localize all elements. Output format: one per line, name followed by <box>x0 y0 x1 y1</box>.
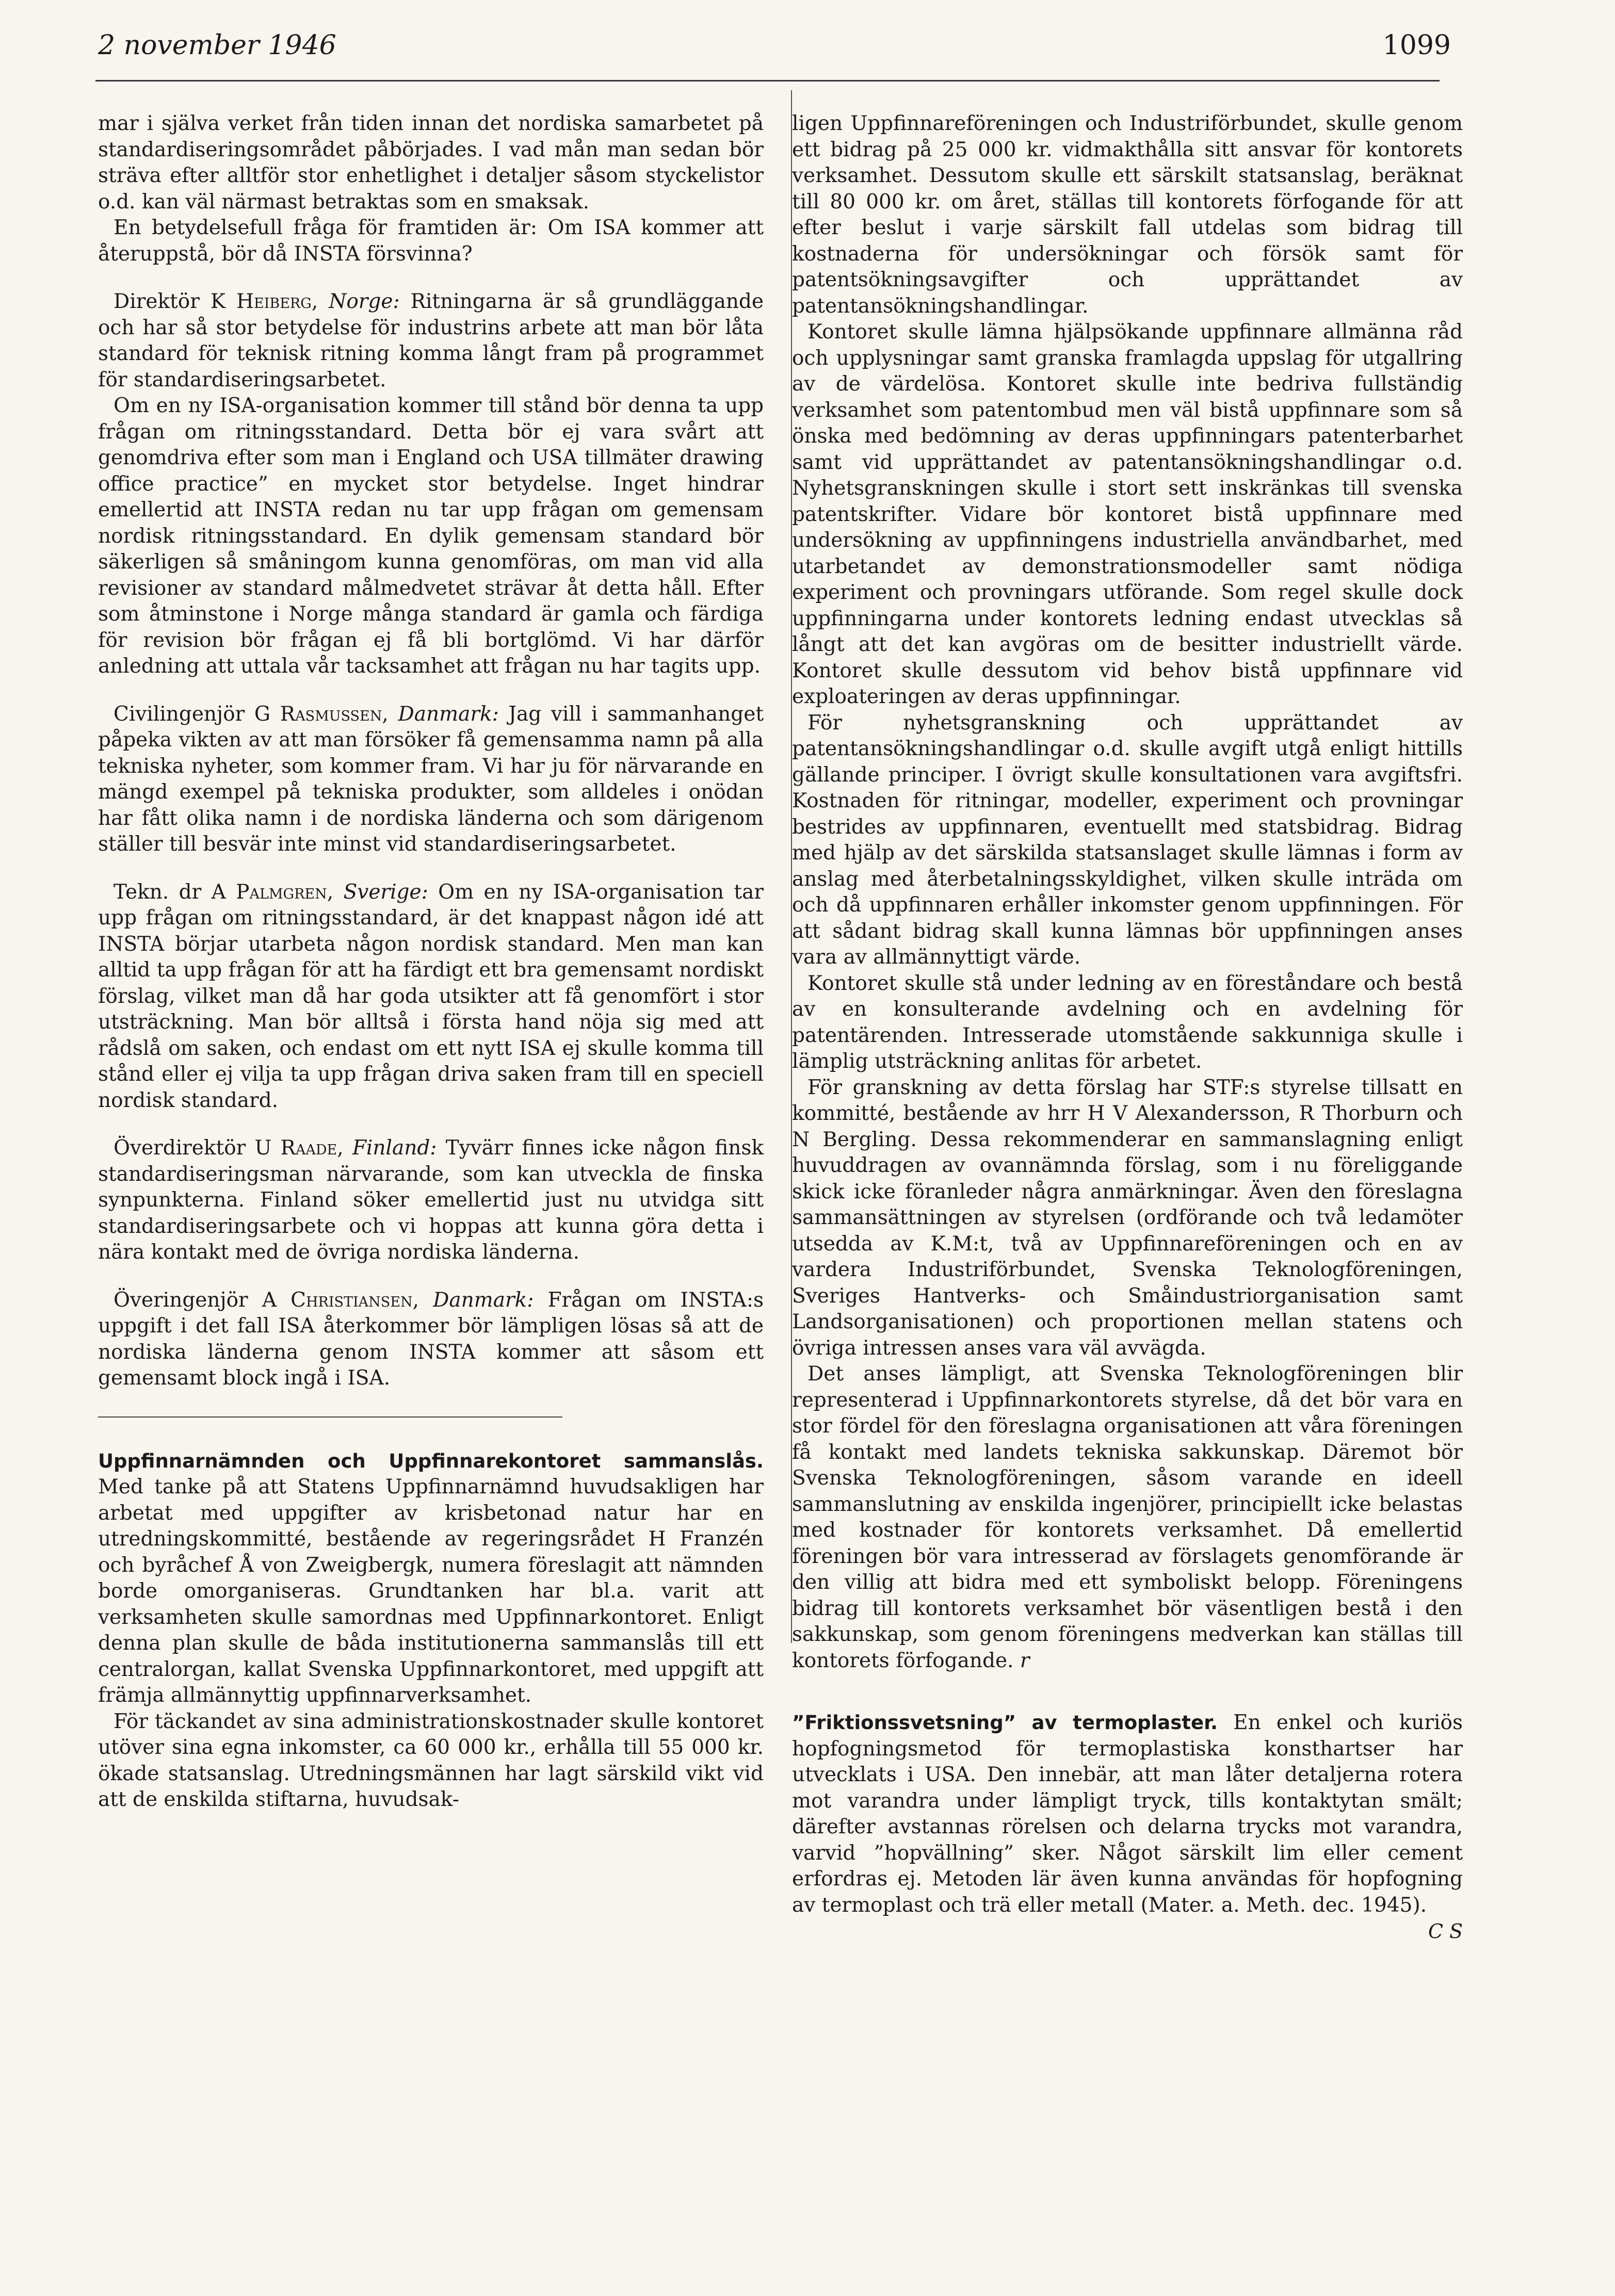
speaker-title: Civilingenjör G <box>114 702 271 726</box>
section-divider <box>98 1416 562 1418</box>
article-text: Med tanke på att Statens Uppfinnarnämnd huvudsakligen har arbetat med uppgifter av krisbetonad natur har en utredningskommitté, bestående av regeringsrådet H Franzén och byråchef Å von Zweigbergk, numera föreslagit att nämnden borde omorganiseras. Grundtanken har bl.a. varit att verksamheten skulle samordnas med Uppfinnarkontoret. Enligt denna plan skulle de båda institutionerna sammanslås till ett centralorgan, kallat Svenska Uppfinnarkontoret, med uppgift att främja allmännyttig uppfinnarverksamhet. <box>98 1475 764 1707</box>
speaker-text: Frågan om INSTA:s uppgift i det fall ISA återkommer bör lämpligen lösas så att de nordiska länderna genom INSTA kommer att såsom ett gemensamt block ingå i ISA. <box>98 1288 764 1390</box>
speaker-text: Ritningarna är så grundläggande och har så stor betydelse för industrins arbete att man bör låta standard för teknisk ritning komma långt fram på programmet för standardiseringsarbetet. <box>98 290 764 392</box>
paragraph: ligen Uppfinnareföreningen och Industriförbundet, skulle genom ett bidrag på 25 000 kr. vidmakthålla sitt ansvar för kontorets verksamhet. Dessutom skulle ett särskilt statsanslag, beräknat till 80 000 kr. om året, ställas till kontorets förfogande för att efter beslut i varje särskilt fall utdelas som bidrag till kostnaderna för undersökningar och försök samt för patentsökningsavgifter och upprättandet av patentansökningshandlingar. <box>792 112 1463 318</box>
speaker-paragraph: Överingenjör A Christiansen, Danmark: Frågan om INSTA:s uppgift i det fall ISA återkommer bör lämpligen lösas så att de nordiska länderna genom INSTA kommer att såsom ett gemensamt block ingå i ISA. <box>98 1288 764 1390</box>
speaker-name: Palmgren <box>236 880 327 904</box>
header-date: 2 november 1946 <box>98 30 336 61</box>
speaker-paragraph: Tekn. dr A Palmgren, Sverige: Om en ny ISA-organisation tar upp frågan om ritningsstandard, är det knappast någon idé att INSTA börjar utarbeta någon nordisk standard. Men man kan alltid ta upp frågan för att ha färdigt ett bra gemensamt nordiskt förslag, vilket man då har goda utsikter att få genomfört i stor utsträckning. Man bör alltså i första hand nöja sig med att rådslå om saken, och endast om ett nytt ISA ej skulle komma till stånd eller ej vilja ta upp frågan driva saken fram till en speciell nordisk standard. <box>98 880 764 1112</box>
speaker-name: Rasmussen <box>280 702 382 726</box>
speaker-paragraph: Överdirektör U Raade, Finland: Tyvärr finnes icke någon finsk standardiseringsman närvarande, som kan utveckla de finska synpunkterna. Finland söker emellertid just nu utvidga sitt standardiseringsarbete och vi hoppas att kunna göra detta i nära kontakt med de övriga nordiska länderna. <box>98 1136 764 1264</box>
right-column <box>792 111 1463 1945</box>
speaker-title: Överingenjör A <box>114 1288 277 1312</box>
paragraph: För granskning av detta förslag har STF:s styrelse tillsatt en kommitté, bestående av hrr H V Alexandersson, R Thorburn och N Bergling. Dessa rekommenderar en sammanslagning enligt huvuddragen av ovannämnda förslag, som i nu föreliggande skick icke föranleder några anmärkningar. Även den föreslagna sammansättningen av styrelsen (ordförande och två ledamöter utsedda av K.M:t, två av Uppfinnareföreningen och en av vardera Industriförbundet, Svenska Teknologföreningen, Sveriges Hantverks- och Småindustriorganisation samt Landsorganisationen) och proportionen mellan statens och övriga intressen anses vara väl avvägda. <box>792 1076 1463 1360</box>
speaker-text: Om en ny ISA-organisation tar upp frågan om ritningsstandard, är det knappast någon idé att INSTA börjar utarbeta någon nordisk standard. Men man kan alltid ta upp frågan för att ha färdigt ett bra gemensamt nordiskt förslag, vilket man då har goda utsikter att få genomfört i stor utsträckning. Man bör alltså i första hand nöja sig med att rådslå om saken, och endast om ett nytt ISA ej skulle komma till stånd eller ej vilja ta upp frågan driva saken fram till en speciell nordisk standard. <box>98 880 764 1112</box>
speaker-paragraph: Direktör K Heiberg, Norge: Ritningarna är så grundläggande och har så stor betydelse för industrins arbete att man bör låta standard för teknisk ritning komma långt fram på programmet för standardiseringsarbetet. <box>98 290 764 392</box>
speaker-country: Finland: <box>352 1136 437 1160</box>
paragraph: Kontoret skulle lämna hjälpsökande uppfinnare allmänna råd och upplysningar samt granska framlagda uppslag för utgallring av de värdelösa. Kontoret skulle inte bedriva fullständig verksamhet som patentombud men väl bistå uppfinnare som så önska med bedömning av deras uppfinningars patenterbarhet samt vid upprättandet av patentansökningshandlingar o.d. Nyhetsgranskningen skulle i stort sett inskränkas till svenska patentskrifter. Vidare bör kontoret bistå uppfinnare med undersökning av uppfinningens industriella användbarhet, med utarbetandet av demonstrationsmodeller samt nödiga experiment och provningars utförande. Som regel skulle dock uppfinningarna under kontorets ledning endast utvecklas så långt att det kan avgöras om de besitter industriellt värde. Kontoret skulle dessutom vid behov bistå uppfinnare vid exploateringen av deras uppfinningar. <box>792 320 1463 708</box>
paragraph: För täckandet av sina administrationskostnader skulle kontoret utöver sina egna inkomster, ca 60 000 kr., erhålla till 55 000 kr. ökade statsanslag. Utredningsmännen har lagt särskild vikt vid att de enskilda stiftarna, huvudsak- <box>98 1709 764 1811</box>
paragraph <box>792 1361 1463 1674</box>
speaker-paragraph: Civilingenjör G Rasmussen, Danmark: Jag vill i sammanhanget påpeka vikten av att man försöker få gemensamma namn på alla tekniska nyheter, som kommer fram. Vi har ju för närvarande en mängd exempel på tekniska produkter, som alldeles i onödan har fått olika namn i de nordiska länderna och som därigenom ställer till besvär inte minst vid standardiseringsarbetet. <box>98 702 764 856</box>
speaker-title: Överdirektör U <box>114 1136 272 1160</box>
paragraph-text: Det anses lämpligt, att Svenska Teknologföreningen blir representerad i Uppfinnarkontorets styrelse, då det bör vara en stor fördel för den föreslagna organisationen att våra föreningen få kontakt med landets tekniska sakkunskap. Däremot bör Svenska Teknologföreningen, såsom varande en ideell sammanslutning av enskilda ingenjörer, principiellt icke belastas med kostnader för kontorets verksamhet. Då emellertid föreningen bör vara intresserad av förslagets genomförande är den villig att bidra med ett symboliskt belopp. Föreningens bidrag till kontorets verksamhet bör väsentligen bestå i den sakkunskap, som genom föreningens medverkan kan ställas till kontorets förfogande. <box>792 1362 1463 1672</box>
author-signature: r <box>1020 1649 1030 1672</box>
article-paragraph <box>792 1710 1463 1943</box>
speaker-name: Raade <box>280 1136 337 1160</box>
speaker-text: Tyvärr finnes icke någon finsk standardiseringsman närvarande, som kan utveckla de finska synpunkterna. Finland söker emellertid just nu utvidga sitt standardiseringsarbete och vi hoppas att kunna göra detta i nära kontakt med de övriga nordiska länderna. <box>98 1136 764 1264</box>
speaker-country: Sverige: <box>343 880 428 904</box>
article-heading: ”Friktionssvetsning” av termoplaster. <box>792 1712 1218 1734</box>
speaker-country: Danmark: <box>398 702 499 726</box>
paragraph: Om en ny ISA-organisation kommer till stånd bör denna ta upp frågan om ritningsstandard. Detta bör ej vara svårt att genomdriva efter som man i England och USA tillmäter drawing office practice” en mycket stor betydelse. Inget hindrar emellertid att INSTA redan nu tar upp frågan om gemensam nordisk ritningsstandard. En dylik gemensam standard bör säkerligen så småningom kunna genomföras, om man vid alla revisioner av standard målmedvetet strävar åt detta håll. Efter som åtminstone i Norge många standard är gamla och färdiga för revision bör frågan ej få bli bortglömd. Vi har därför anledning att uttala vår tacksamhet att frågan nu har tagits upp. <box>98 394 764 678</box>
left-column <box>98 111 764 1813</box>
speaker-country: Danmark: <box>433 1288 534 1312</box>
speaker-name: Heiberg <box>236 290 312 313</box>
speaker-name: Christiansen <box>290 1288 413 1312</box>
page-number: 1099 <box>1382 30 1451 61</box>
speaker-title: Direktör K <box>114 290 225 313</box>
article-heading: Uppfinnarnämnden och Uppfinnarekontoret sammanslås. <box>98 1450 764 1472</box>
article-paragraph <box>98 1448 764 1709</box>
paragraph: För nyhetsgranskning och upprättandet av patentansökningshandlingar o.d. skulle avgift utgå enligt hittills gällande principer. I övrigt skulle konsultationen vara avgiftsfri. Kostnaden för ritningar, modeller, experiment och provningar bestrides av uppfinnaren, eventuellt med statsbidrag. Bidrag med hjälp av det särskilda statsanslaget skulle lämnas i form av anslag med återbetalningsskyldighet, vilken skulle inträda om och då uppfinnaren erhåller inkomster genom uppfinningen. För att sådant bidrag skall kunna lämnas bör uppfinningen anses vara av allmännyttigt värde. <box>792 711 1463 969</box>
paragraph: Kontoret skulle stå under ledning av en föreståndare och bestå av en konsulterande avdelning och en avdelning för patentärenden. Intresserade utomstående sakkunniga skulle i lämplig utsträckning anlitas för arbetet. <box>792 971 1463 1073</box>
paragraph: mar i själva verket från tiden innan det nordiska samarbetet på standardiseringsområdet påbörjades. I vad mån man sedan bör sträva efter alltför stor enhetlighet i detaljer såsom styckelistor o.d. kan väl närmast betraktas som en smaksak. <box>98 112 764 214</box>
speaker-title: Tekn. dr A <box>114 880 226 904</box>
header-rule <box>95 80 1440 82</box>
speaker-country: Norge: <box>329 290 400 313</box>
paragraph: En betydelsefull fråga för framtiden är: Om ISA kommer att återuppstå, bör då INSTA försvinna? <box>98 216 764 266</box>
author-signature: C S <box>1428 1920 1463 1943</box>
speaker-text: Jag vill i sammanhanget påpeka vikten av att man försöker få gemensamma namn på alla tekniska nyheter, som kommer fram. Vi har ju för närvarande en mängd exempel på tekniska produkter, som alldeles i onödan har fått olika namn i de nordiska länderna och som därigenom ställer till besvär inte minst vid standardiseringsarbetet. <box>98 702 764 856</box>
article-text: En enkel och kuriös hopfogningsmetod för termoplastiska konsthartser har utvecklats i USA. Den innebär, att man låter detaljerna rotera mot varandra under lämpligt tryck, tills kontaktytan smält; därefter avstannas rörelsen och delarna trycks mot varandra, varvid ”hopvällning” sker. Något särskilt lim eller cement erfordras ej. Metoden lär även kunna användas för hopfogning av termoplast och trä eller metall (Mater. a. Meth. dec. 1945). <box>792 1711 1463 1917</box>
